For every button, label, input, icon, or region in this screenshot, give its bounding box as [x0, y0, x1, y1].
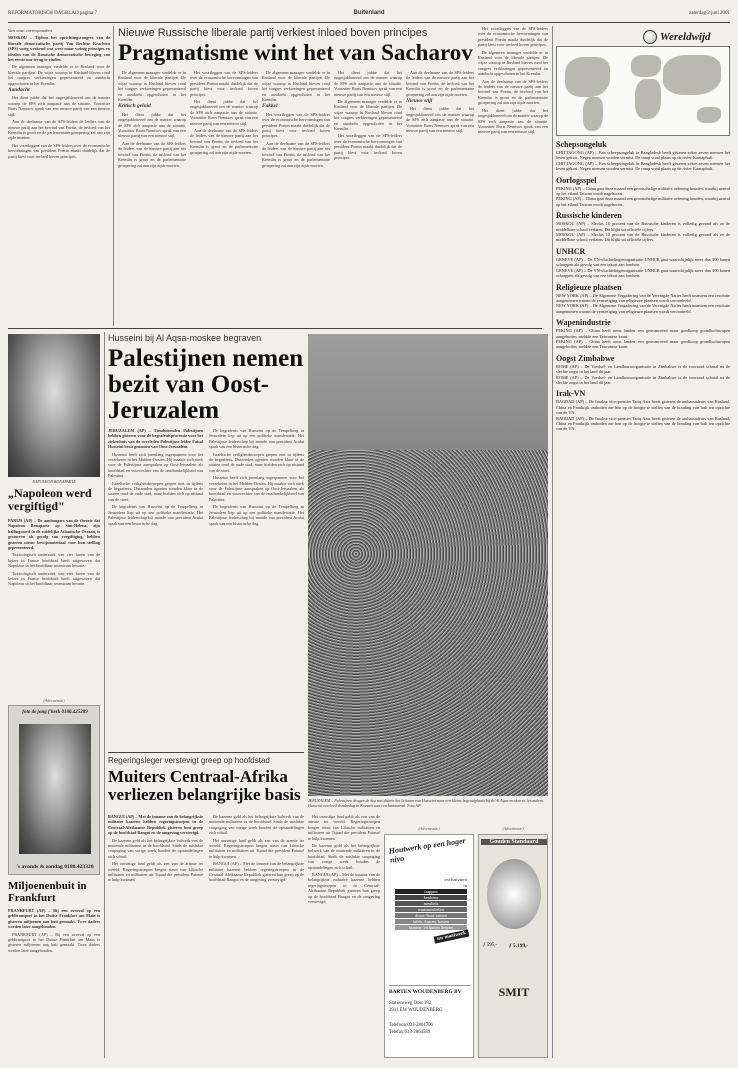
ad-step-6: draai-/hout-ramen [395, 913, 467, 918]
lead-column-4 [334, 70, 402, 326]
lead-headline: Pragmatisme wint het van Sacharov [118, 40, 473, 65]
world-item-head: Oorlogsspel [556, 175, 597, 185]
globe-icon [643, 30, 657, 44]
map-africa [635, 79, 661, 119]
lead-subhead-aandacht: Aandacht [8, 87, 30, 94]
lead-subhead-fakkel: Fakkel [262, 103, 278, 110]
lead-c4-text-c: Het voortleggen van de SPS-leiders over de economische hervormingen van president Poetin maakt duidelijk dat de partij kiest voor invloed boven principes. [334, 133, 402, 161]
left-ad-label: (Advertentie) [43, 698, 65, 703]
lead-column-3 [262, 70, 330, 326]
napoleon-headline: „Napoleon werd vergiftigd" [8, 486, 92, 513]
map-australia [697, 107, 721, 123]
world-item-head: Wapenindustrie [556, 318, 611, 328]
world-item-head: Schepsongeluk [556, 140, 607, 149]
lead-intro-column [8, 26, 110, 326]
world-item [556, 247, 730, 279]
car-column-3 [308, 814, 380, 1058]
car-text-b: De kazerne gold als het belangrijkste bolwerk van de muitende militairen in de hoofdstad. Sinds de mislukte coupoging van vorige week houden de opstandelingen zich schuil. [108, 837, 203, 859]
world-item-head: Oogst Zimbabwe [556, 353, 615, 363]
ad-badge: uw maatwerk [433, 929, 469, 943]
ad-step-1: in [463, 883, 467, 888]
frankfurt-body [8, 908, 100, 1058]
lead-c2-text-b: Het dient jubbe dat het ongesjabloneerd om de manier waarop de SPS zich aanpaste aan de situatie. Voorzitter Boris Nemtsov sprak van een nieuwe partij van een nieuwe stijl. [190, 99, 258, 126]
car-c2-text: De kazerne gold als het belangrijkste bolwerk van de muitende militairen in de hoofdstad. Sinds de mislukte coupoging van vorige week houden de opstandelingen zich schuil. [209, 814, 304, 836]
map-south-america [583, 97, 603, 131]
smit-brand: SMIT [498, 985, 530, 999]
world-item [556, 354, 730, 386]
frankfurt-text-2: FRANKFURT (AP) – Bij een overval op een geldtransport in het Duitse Frankfurt am Main is gisteren miljoenen aan buit gemaakt. Twee daders werden later aangehouden. [8, 931, 100, 953]
world-item-head: Religieuze plaatsen [556, 282, 622, 292]
world-item-body: NEW YORK (AP) – De Algemene Vergadering van de Verenigde Naties heeft unaniem een resolutie aangenomen waarin de vernietiging van religieuze plaatsen wordt veroordeeld. [556, 292, 730, 303]
ad-step-2: trappen [395, 889, 467, 894]
world-item-body-more: PEKING (AP) – China heeft arms landen een geavanceerd maar goedkoop grondluchtwapen aangeboden, meldde een Taiwanese krant. [556, 338, 730, 350]
car-intro: BANGUI (AP) – Met de inname van de belangrijkste militaire kazerne hebben regeringstroepen in de Centraal-Afrikaanse Republiek gisteren hun greep op de hoofdstad Bangui en de omgeving verstevigd. [108, 814, 203, 836]
lead-c6-text-c: Aan de deelname van de SPS-leiders de leiders van de nieuwe partij aan het bewind van Poetin, de invloed van het Kremlin is groot en de parlementaire groepering zal aan zijn zijde moeten. [478, 78, 548, 106]
car-c3-text: Het onrustige land geldt als een van de armste ter wereld. Regeringstroepen kregen steun van Libische militairen en militairen uit Tsjaad die president Patassé te hulp kwamen. [308, 814, 380, 841]
car-text-c: Het onrustige land geldt als een van de armste ter wereld. Regeringstroepen kregen steun van Libische militairen en militairen uit Tsjaad die president Patassé te hulp kwamen. [108, 861, 203, 883]
lead-byline: Van onze correspondent [8, 28, 52, 33]
left-ad-bottom-text: 's avonds & zondag 0180.423320 [16, 864, 94, 870]
palestine-intro: JERUZALEM (AP) – Tienduizenden Palestijnen hebben gisteren voor de begrafenisprocessie voor het ziekenhuis van de overleden Palestijnse leider Faisal Husseini bezit genomen van Oost-Jeruzalem. [108, 428, 203, 450]
palestine-column-2 [209, 428, 304, 746]
ad-step-5: maatmeubelen [395, 907, 467, 912]
lead-column-2 [190, 70, 258, 326]
lead-c5-text: Aan de deelname van de SPS-leiders de leiders van de nieuwe partij aan het bewind van Poetin, de invloed van het Kremlin is groot en de parlementaire groepering zal aan zijn zijde moeten. [406, 70, 474, 97]
palestine-text-c: De begrafenis van Husseini op de Tempelberg in Jeruzalem liep uit op een politieke manifestatie. Het Palestijnse leiderschap bij monde van president Arafat sprak van een historische dag. [108, 504, 203, 526]
world-item-body-more: GENEVE (AP) – De VN-vluchtelingenorganisatie UNHCR gaat waarschijnlijk meer dan 300 banen schrappen als gevolg van een tekort aan fondsen. [556, 267, 730, 279]
lead-c3-text-c: Aan de deelname van de SPS-leiders de leiders van de nieuwe partij aan het bewind van Poetin, de invloed van het Kremlin is groot en de parlementaire groepering zal aan zijn zijde moeten. [262, 140, 330, 168]
ad-city: 3931 EW WOUDENBERG [389, 1008, 443, 1013]
price-new: ƒ 5.199,- [509, 943, 529, 949]
lead-intro: MOSKOU – Tijdens het oprichtingscongres van de liberale democratische partij Van Rechtse Krachten (SPS) vorig weekend was weer maar weinig principes en idealen van de Russische democratische beweging van het eerste uur terug te vinden. [8, 35, 110, 63]
napoleon-portrait [8, 334, 100, 477]
palestine-c2-text-b: Israëlische veiligheidstroepen grepen niet in tijdens de begrafenis. Duizenden agenten stonden klaar in de straten rond de oude stad, maar hielden zich op afstand van de stoet. [209, 451, 304, 473]
ad-address: Stationsweg Oost 182 [389, 1001, 432, 1006]
lead-column-1 [118, 70, 186, 326]
palestine-column-1 [108, 428, 203, 746]
world-item-body-more: ROME (AP) – De Voedsel- en Landbouworganisatie in Zimbabwe is de voorraad schraal na de slechte oogst in het land dit jaar. [556, 374, 730, 385]
ad-step-3: keukens [395, 895, 467, 900]
lead-c6-text: Het voortleggen van de SPS-leiders over de economische hervormingen van president Poetin maakt duidelijk dat de partij kiest voor invloed boven principes. [478, 26, 548, 48]
palestine-headline: Palestijnen nemen bezit van Oost-Jeruzalem [108, 345, 304, 424]
sidebar-title: Wereldwijd [660, 31, 711, 43]
masthead [8, 8, 730, 22]
palestine-c2-text-c: Husseini heeft zich jarenlang ingespannen voor het verzekeren in het Midden-Oosten. Hij maakte zich sterk voor de Palestijnse aanspraken op Oost-Jeruzalem als hoofdstad en voorvechter van de onafhankelijkheid van Palestina. [209, 475, 304, 502]
world-item-body-more: MOSKOU (AP) – Slechts 10 procent van de Russische kinderen is volledig gezond als ze de middelbare school verlaten. Dit blijkt uit officiële cijfers. [556, 232, 730, 243]
left-column-divider [104, 332, 105, 1058]
smit-ad[interactable] [478, 834, 548, 1058]
lead-kicker: Nieuwe Russische liberale partij verkiest inloed boven principes [118, 27, 428, 39]
sidebar-divider [552, 26, 553, 1058]
lead-c3-text-b: Het voortleggen van de SPS-leiders over de economische hervormingen van president Poetin maakt duidelijk dat de partij kiest voor invloed boven principes. [262, 111, 330, 139]
world-item [556, 176, 730, 208]
world-item-body-more: CHITTAGONG (AP) – Een scheepsongeluk in Bangladesh heeft gisteren zeker zeven mensen het leven gekost. Negen mensen worden vermist. De ramp vond plaats op de rivier Karnaphuli. [556, 160, 730, 172]
lead-c6-text-d: Het dient jubbe dat het ongesjabloneerd om de manier waarop de SPS zich aanpaste aan de situatie. Voorzitter Boris Nemtsov sprak van een nieuwe partij van een nieuwe stijl. [478, 107, 548, 135]
world-item [556, 211, 730, 243]
photo-credit: Foto AP [407, 803, 421, 808]
napoleon-body [8, 518, 100, 696]
lead-c1-text: De algemeen manager verdelde er in Rusland voor de liberale partijen. De wijze waarop in Rusland bleven rond het congres verkiezingen gepresenteerd en aandacht opgeschoten in het Kremlin. [118, 70, 186, 103]
ad-step-0: exclusiviteit [444, 877, 467, 882]
lead-column-5 [406, 70, 474, 326]
lead-c5-text-b: Het dient jubbe dat het ongesjabloneerd om de manier waarop de SPS zich aanpaste aan de situatie. Voorzitter Boris Nemtsov sprak van een nieuwe partij van een nieuwe stijl. [406, 106, 474, 134]
section-title: Buitenland [353, 10, 385, 16]
palestine-kicker: Husseini bij Al Aqsa-moskee begraven [108, 333, 262, 343]
lead-c3-text: De algemeen manager verdelde er in Rusland voor de liberale partijen. De wijze waarop in Rusland bleven rond het congres verkiezingen gepresenteerd en aandacht opgeschoten in het Kremlin. [262, 70, 330, 103]
car-kicker: Regeringsleger verstevigt greep op hoofdstad [108, 756, 270, 765]
car-headline: Muiters Centraal-Afrika verliezen belangrijke basis [108, 767, 301, 804]
world-item-body: CHITTAGONG (AP) – Een scheepsongeluk in Bangladesh heeft gisteren zeker zeven mensen het leven gekost. Negen mensen worden vermist. De ramp vond plaats op de rivier Karnaphuli. [556, 150, 730, 161]
world-item-head: Russische kinderen [556, 211, 622, 221]
palestine-c2-text-d: De begrafenis van Husseini op de Tempelberg in Jeruzalem liep uit op een politieke manifestatie. Het Palestijnse leiderschap bij monde van president Arafat sprak van een historische dag. [209, 504, 304, 526]
palestine-text: Husseini heeft zich jarenlang ingespannen voor het verzekeren in het Midden-Oosten. Hij maakte zich sterk voor de Palestijnse aanspraken op Oost-Jeruzalem als hoofdstad en voorvechter van de onafhankelijkheid van Palestina. [108, 451, 203, 479]
lead-c6-text-b: De algemeen manager verdelde er in Rusland voor de liberale partijen. De wijze waarop in Rusland bleven rond het congres verkiezingen gepresenteerd en aandacht opgeschoten in het Kremlin. [478, 49, 548, 77]
lead-subhead-nieuwe-stijl: Nieuwe stijl [406, 98, 433, 105]
car-c3-text-b: De kazerne gold als het belangrijkste bolwerk van de muitende militairen in de hoofdstad. Sinds de mislukte coupoging van vorige week houden de opstandelingen zich schuil. [308, 843, 380, 870]
smit-banner: Gouden Standaard [481, 839, 547, 845]
car-c3-text-c: BANGUI (AP) – Met de inname van de belangrijkste militaire kazerne hebben regeringstroepen in de Centraal-Afrikaanse Republiek gisteren hun greep op de hoofdstad Bangui en de omgeving verstevigd. [308, 872, 380, 905]
lead-c1-text-c: Aan de deelname van de SPS-leiders de leiders van de nieuwe partij aan het bewind van Poetin, de invloed van het Kremlin is groot en de parlementaire groepering zal aan zijn zijde moeten. [118, 140, 186, 168]
ad-fax: Telefax:033-2864589 [389, 1030, 431, 1035]
ad-phone: Telefoon:033-2861706 [389, 1023, 433, 1028]
frankfurt-text: FRANKFURT (AP) – Bij een overval op een geldtransport in het Duitse Frankfurt am Main is gisteren miljoenen aan buit gemaakt. Twee daders werden later aangehouden. [8, 908, 100, 930]
world-item-body: ROME (AP) – De Voedsel- en Landbouworganisatie in Zimbabwe is de voorraad schraal na de slechte oogst in het land dit jaar. [556, 363, 730, 375]
world-item-body: GENEVE (AP) – De VN-vluchtelingenorganisatie UNHCR gaat waarschijnlijk meer dan 300 banen schrappen als gevolg van een tekort aan fondsen. [556, 256, 730, 268]
world-item-body: BAGDAD (AP) – De Iraakse vice-premier Tariq Aziz heeft gisteren de ambassadeurs van Rusland, China en Frankrijk ontboden om hen op de hoogte te stellen van de houding van Irak ten opzichte van de VN. [556, 399, 730, 416]
world-item-body: PEKING (AP) – China heeft arms landen een geavanceerd maar goedkoop grondluchtwapen aangeboden, meldde een Taiwanese krant. [556, 328, 730, 339]
world-item-head: UNHCR [556, 246, 586, 256]
lead-c2-text: Het voortleggen van de SPS-leiders over de economische hervormingen van president Poetin maakt duidelijk dat de partij kiest voor invloed boven principes. [190, 70, 258, 97]
crowd-texture [308, 450, 548, 797]
palestine-text-b: Israëlische veiligheidstroepen grepen niet in tijdens de begrafenis. Duizenden agenten stonden klaar in de straten rond de oude stad, maar hielden zich op afstand van de stoet. [108, 480, 203, 502]
ad-step-7: tafels, kasten, kasten [395, 919, 467, 924]
car-c2-text-b: Het onrustige land geldt als een van de armste ter wereld. Regeringstroepen kregen steun van Libische militairen en militairen uit Tsjaad die president Patassé te hulp kwamen. [209, 837, 304, 859]
masthead-date: zaterdag 2 juni 2001 [689, 11, 730, 16]
masthead-left: REFORMATORISCH DAGBLAD pagina 7 [8, 11, 97, 16]
lead-c4-text-b: De algemeen manager verdelde er in Rusland voor de liberale partijen. De wijze waarop in Rusland bleven rond het congres verkiezingen gepresenteerd en aandacht opgeschoten in het Kremlin. [334, 99, 402, 132]
car-column-2 [209, 814, 304, 1058]
funeral-photo-caption [308, 798, 548, 808]
lead-text-3: Aan de deelname van de SPS-leiders de leiders van de nieuwe partij aan het bewind van Poetin, de invloed van het Kremlin is groot en de parlementaire groepering zal aan zijn zijde moeten. [8, 119, 110, 141]
world-item [556, 283, 730, 315]
palestine-c2-text: De begrafenis van Husseini op de Tempelberg in Jeruzalem liep uit op een politieke manifestatie. Het Palestijnse leiderschap bij monde van president Arafat sprak van een historische dag. [209, 428, 304, 450]
lead-c2-text-c: Aan de deelname van de SPS-leiders de leiders van de nieuwe partij aan het bewind van Poetin, de invloed van het Kremlin is groot en de parlementaire groepering zal aan zijn zijde moeten. [190, 128, 258, 155]
frankfurt-headline: Miljoenenbuit in Frankfurt [8, 880, 87, 904]
car-column-1 [108, 814, 203, 1058]
world-news-list [556, 140, 730, 1058]
map-asia [663, 55, 721, 95]
world-item-body: MOSKOU (AP) – Slechts 10 procent van de Russische kinderen is volledig gezond als ze de middelbare school verlaten. Dit blijkt uit officiële cijfers. [556, 221, 730, 232]
world-map [556, 46, 730, 136]
world-item-body-more: BAGDAD (AP) – De Iraakse vice-premier Tariq Aziz heeft gisteren de ambassadeurs van Rusland, China en Frankrijk ontboden om hen op de hoogte te stellen van de houding van Irak ten opzichte van de VN. [556, 415, 730, 432]
column-divider [113, 26, 114, 326]
napoleon-portrait-caption: NAPOLEON BONAPARTE [32, 479, 76, 484]
ad-company: BARTEN WOUDENBERG BV [389, 985, 471, 995]
lead-text-1: De algemeen manager verdelde er in Rusland voor de liberale partijen. De wijze waarop in Rusland bleven rond het congres verkiezingen gepresenteerd en aandacht opgeschoten in het Kremlin. [8, 64, 110, 86]
world-item-body-more: PEKING (AP) – China gaat deze maand een grootschalige militaire oefening houden, waarbij aanval op het eiland Taiwan wordt nagebootst. [556, 196, 730, 207]
left-ad-photo [19, 724, 91, 854]
barten-woudenberg-ad[interactable] [384, 834, 474, 1058]
left-ad-top-text: foto de jong f'kerk 0180.425289 [22, 710, 88, 715]
price-old: ƒ 595,- [483, 943, 498, 948]
right-ad-label: (Advertentie) [502, 826, 524, 831]
map-americas [565, 57, 610, 97]
photo-caption-text: JERUZALEM – Palestijnen dragen de kist met daarin het lichaam van Husseini naar een kleine begraafplaats bij de Al Aqsa-moskee in Jeruzalem. Husseini overleed donderdag in Koeweit aan een hartaanval. [308, 798, 544, 808]
world-item [556, 318, 730, 350]
napoleon-intro: PARIJS (AP) – De aanhangers van de theorie dat Napoleon Bonaparte op Sint-Helena, zijn ballingsoord in de zuidelijke Atlantische Oceaan, is gestorven als gevolg van vergiftiging, hebben gisteren nieuw bewijsmateriaal voor hun stelling gepresenteerd. [8, 518, 100, 551]
lead-bottom-rule [8, 328, 542, 329]
world-item [556, 140, 730, 172]
clock-image [487, 859, 541, 929]
funeral-crowd-photo [308, 334, 548, 796]
lead-subhead-kritisch: Kritisch geluid [118, 103, 151, 110]
world-item-body-more: NEW YORK (AP) – De Algemene Vergadering van de Verenigde Naties heeft unaniem een resolutie aangenomen waarin de vernietiging van religieuze plaatsen wordt veroordeeld. [556, 303, 730, 314]
lead-text-4: Het voortleggen van de SPS-leiders over de economische hervormingen van president Poetin maakt duidelijk dat de partij kiest voor invloed boven principes. [8, 142, 110, 159]
map-europe [631, 55, 661, 77]
ad-step-8: binnen- en buiten deuren [395, 925, 467, 930]
lead-c1-text-b: Het dient jubbe dat het ongesjabloneerd om de manier waarop de SPS zich aanpaste aan de situatie. Voorzitter Boris Nemtsov sprak van een nieuwe partij van een nieuwe stijl. [118, 111, 186, 139]
napoleon-text: Toxicologisch onderzoek van vier haren van de keizer in Franse hoofdstad heeft uitgewezen dat Napoleon in het hoofdhaar arsenicum bevatte. [8, 552, 100, 569]
world-item [556, 389, 730, 431]
world-item-head: Irak-VN [556, 389, 586, 399]
napoleon-text-2: Toxicologisch onderzoek van vier haren van de keizer in Franse hoofdstad heeft uitgewezen dat Napoleon in het hoofdhaar arsenicum bevatte. [8, 570, 100, 587]
ad-banner-text: Houtwerk op een hoger nivo [388, 835, 467, 865]
world-item-body: PEKING (AP) – China gaat deze maand een grootschalige militaire oefening houden, waarbij aanval op het eiland Taiwan wordt nagebootst. [556, 185, 730, 197]
ad-step-4: meubels [395, 901, 467, 906]
lead-text-2: Het dient jubbe dat het ongesjabloneerd om de manier waarop de SPS zich aanpaste aan de situatie. Voorzitter Boris Nemtsov sprak van een nieuwe partij van een nieuwe stijl. [8, 95, 110, 117]
left-photo-ad[interactable] [8, 705, 100, 875]
lead-c4-text: Het dient jubbe dat het ongesjabloneerd om de manier waarop de SPS zich aanpaste aan de situatie. Voorzitter Boris Nemtsov sprak van een nieuwe partij van een nieuwe stijl. [334, 70, 402, 97]
mid-ad-label: (Advertentie) [418, 826, 440, 831]
masthead-rule [8, 22, 730, 23]
car-c2-text-c: BANGUI (AP) – Met de inname van de belangrijkste militaire kazerne hebben regeringstroepen in de Centraal-Afrikaanse Republiek gisteren hun greep op de hoofdstad Bangui en de omgeving verstevigd. [209, 861, 304, 883]
lead-column-6 [478, 26, 548, 326]
car-top-rule [108, 752, 304, 753]
